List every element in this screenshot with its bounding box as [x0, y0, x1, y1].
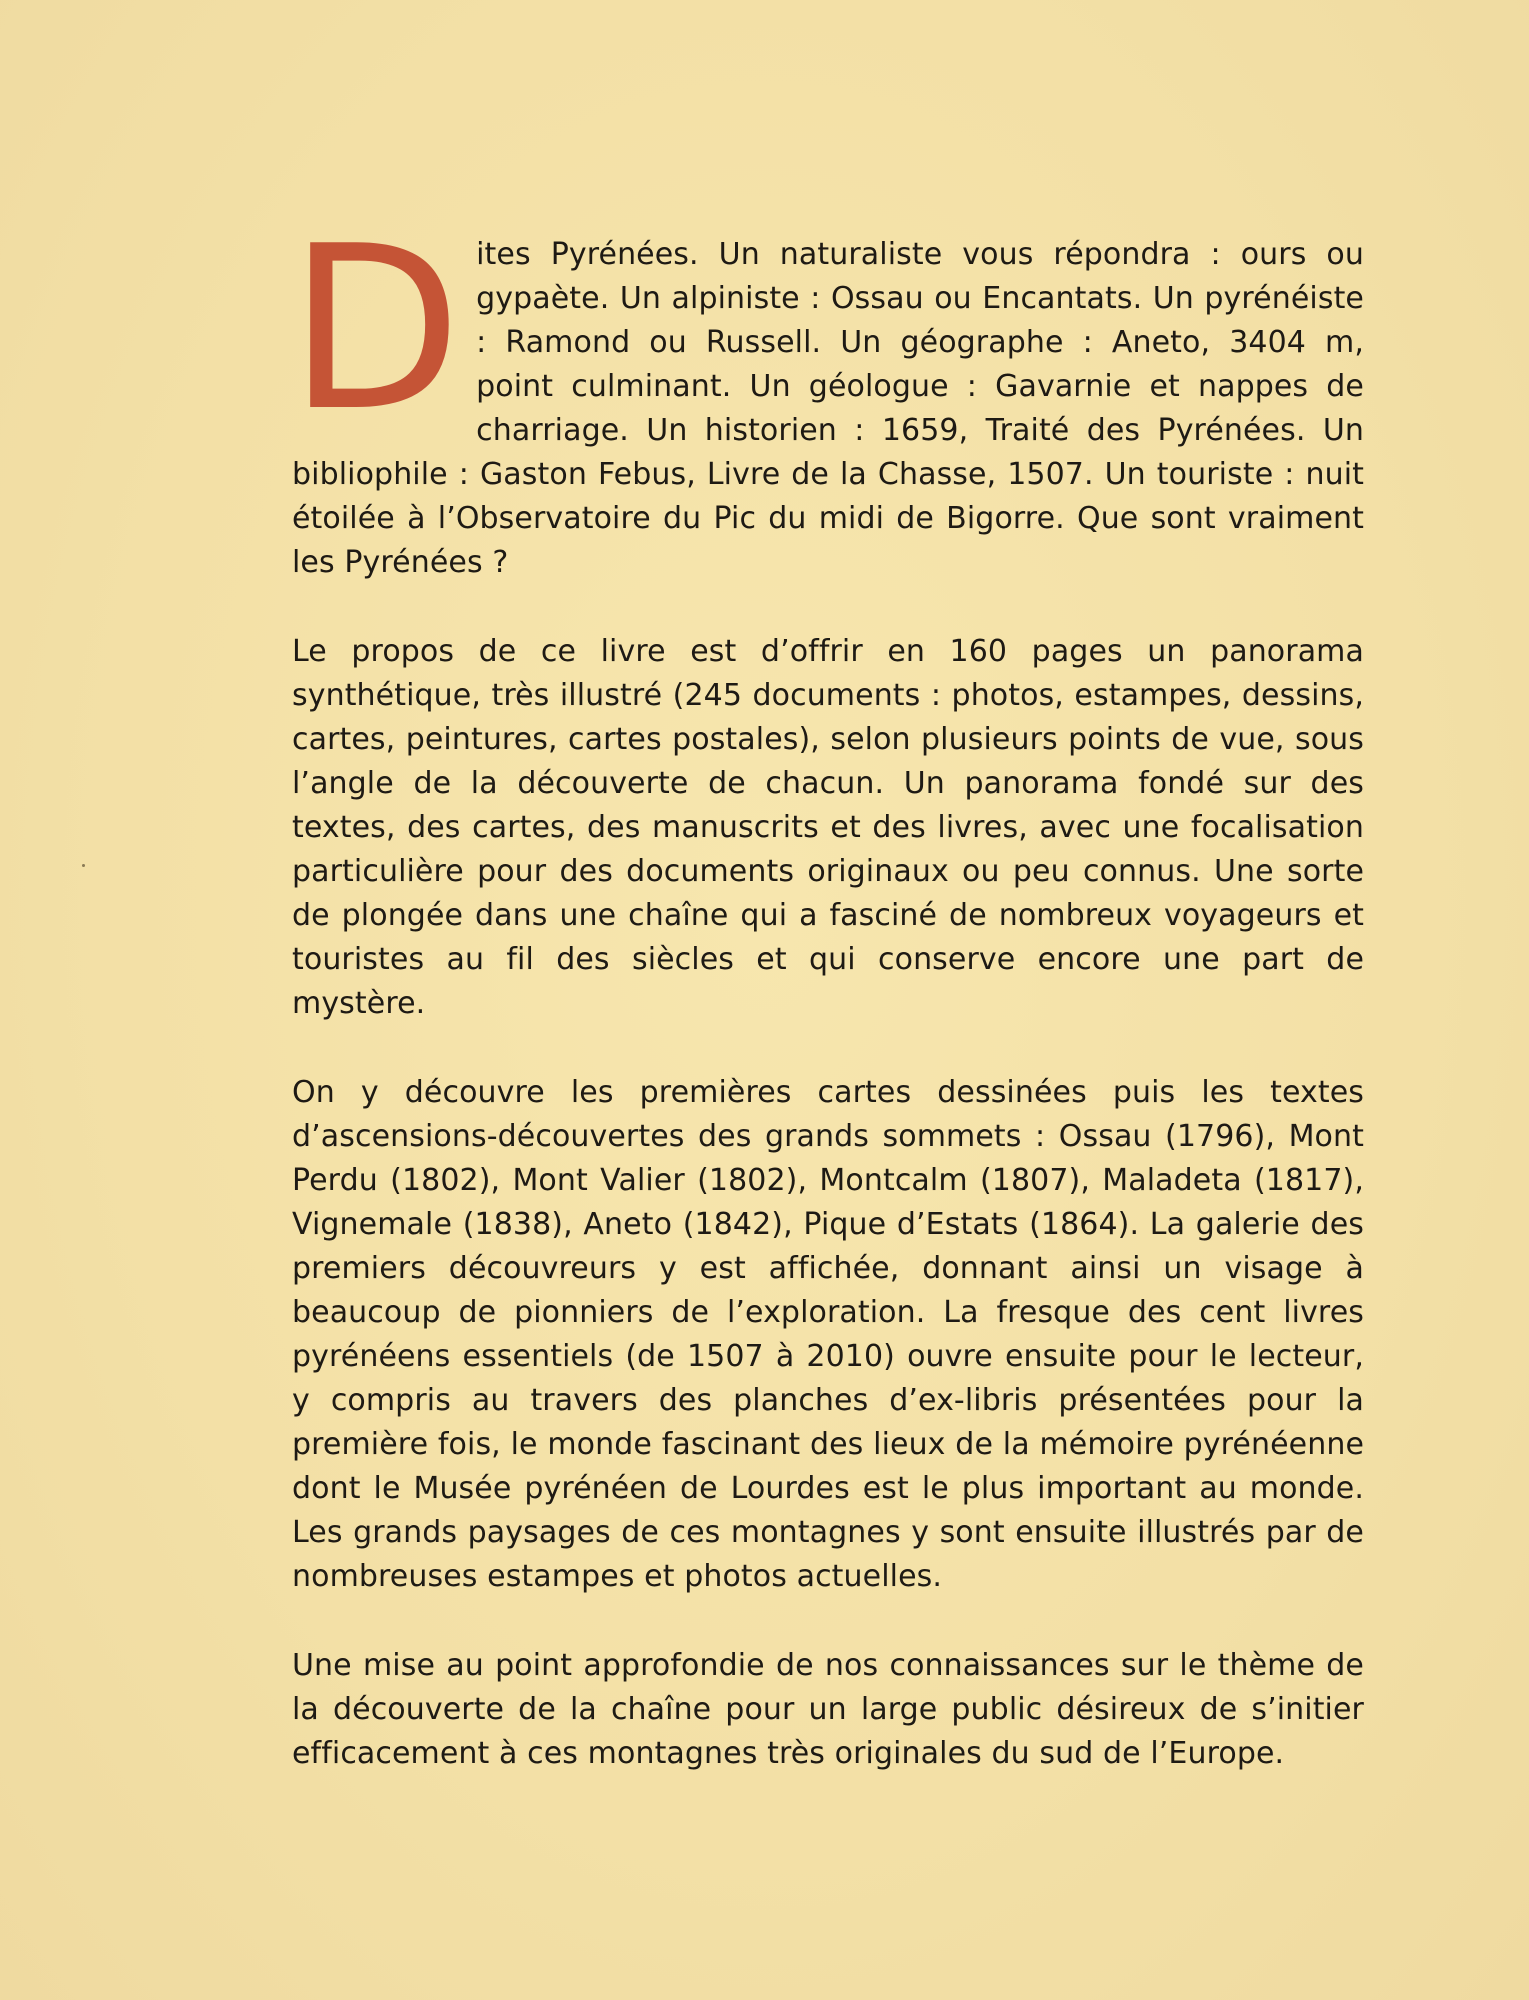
intro-paragraph — [288, 198, 1364, 585]
blurb-text — [288, 198, 1364, 1776]
paragraph-contents: On y découvre les premières cartes dessinées puis les textes d’ascensions-découvertes des grands sommets : Ossau (1796), Mont Perdu (1802), Mont Valier (1802), Montcalm (1807), Maladeta (1817), Vignemale (1838), Aneto (1842), Pique d’Estats (1864). La galerie des premiers découvreurs y est affichée, donnant ainsi un visage à beaucoup de pionniers de l’exploration. La fresque des cent livres pyrénéens essentiels (de 1507 à 2010) ouvre ensuite pour le lecteur, y compris au travers des planches d’ex-libris présentées pour la première fois, le monde fascinant des lieux de la mémoire pyrénéenne dont le Musée pyrénéen de Lourdes est le plus important au monde. Les grands paysages de ces montagnes y sont ensuite illustrés par de nombreuses estampes et photos actuelles. — [292, 1075, 1364, 1594]
paragraph-purpose: Le propos de ce livre est d’offrir en 160 pages un panorama synthétique, très illustré (245 documents : photos, estampes, dessins, cartes, peintures, cartes postales), selon plusieurs points de vue, sous l’angle de la découverte de chacun. Un panorama fondé sur des textes, des cartes, des manuscrits et des livres, avec une focalisation particulière pour des documents originaux ou peu connus. Une sorte de plongée dans une chaîne qui a fasciné de nombreux voyageurs et touristes au fil des siècles et qui conserve encore une part de mystère. — [292, 634, 1364, 1021]
paragraph-conclusion: Une mise au point approfondie de nos connaissances sur le thème de la découverte de la chaîne pour un large public désireux de s’initier efficacement à ces montagnes très originales du sud de l’Europe. — [292, 1648, 1364, 1771]
dropcap-letter: D — [288, 198, 463, 461]
intro-text: ites Pyrénées. Un naturaliste vous répondra : ours ou gypaète. Un alpiniste : Ossau ou Encantats. Un pyrénéiste : Ramond ou Russell. Un géographe : Aneto, 3404 m, point culminant. Un géologue : Gavarnie et nappes de charriage. Un historien : 1659, Traité des Pyrénées. Un bibliophile : Gaston Febus, Livre de la Chasse, 1507. Un touriste : nuit étoilée à l’Observatoire du Pic du midi de Bigorre. Que sont vraiment les Pyrénées ? — [292, 237, 1364, 580]
paper-speck — [82, 864, 85, 867]
